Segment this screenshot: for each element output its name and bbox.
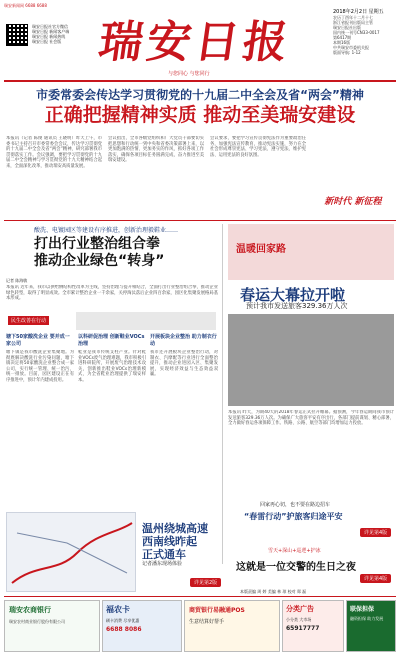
bottom-right-more[interactable]: 详见第4版	[360, 574, 391, 583]
left-sub-title-2: 以科研促治理 创新鞋业VOCs治理	[78, 334, 145, 347]
masthead-links	[32, 24, 82, 44]
ad-pos-sub: 生意结算好帮手	[189, 619, 225, 625]
left-sub-title-3: 开展板块企业整治 助力制衣行动	[150, 334, 217, 347]
ad-card-sub: 刷卡消费 尽享优惠	[106, 618, 140, 623]
issue-line: 浙江省报刊出版局主管	[333, 20, 373, 25]
bottom-right-kicker: 雪天+深山+巡逻+护冰	[268, 548, 321, 554]
right-story-subtitle: 预计我市发送旅客329.36万人次	[246, 302, 348, 310]
issue-line: 本期16版	[333, 40, 351, 45]
left-story-col-1: 塘下镇是我市酸洗企业集聚地。为彻底解决酸洗行业污染问题，塘下镇决定将50家酸洗企业整合成一家公司，实行统一管理、统一治污、统一排放。目前，园区建设正在有序推进中，预计年内建成投用。	[6, 350, 74, 383]
masthead-top-left	[4, 3, 64, 8]
ad-bank-sub: 瑞安农村商业银行股份有限公司	[9, 619, 65, 624]
right-story-more[interactable]: 详见第4版	[360, 528, 391, 537]
right-story-photo	[228, 314, 394, 406]
ad-guarantee[interactable]	[346, 600, 396, 652]
ad-bank[interactable]	[4, 600, 100, 652]
bottom-right-title: 这就是一位交警的生日之夜	[236, 562, 356, 573]
route-map-svg	[7, 513, 137, 593]
banner-text: 温暖回家路	[236, 244, 286, 255]
issue-line: 中共瑞安市委机关报	[333, 45, 369, 50]
headline-kicker: 市委常委会传达学习贯彻党的十九届二中全会及省“两会”精神	[36, 88, 364, 102]
masthead-date: 2018年2月2日 星期五	[333, 9, 384, 15]
left-story-title-2: 推动企业绿色“转身”	[34, 253, 165, 269]
masthead-slogan: 与您同心 与您同行	[168, 71, 210, 77]
masthead-index: 版面导航: 1-12	[333, 50, 361, 55]
headline-body-mid: 会议指出，全市各级党组织和广大党员干部要切实把思想和行动统一到中央和省委决策部署上来，以更加饱满的热情、更加务实的作风，抓好各项工作落实，确保各项目标任务圆满完成，奋力推进至美瑞安建设。	[108, 136, 204, 164]
headline-body-left: 本报讯（记者 陈俊 通讯员 王晓明）昨天上午，市委书记主持召开市委常委会会议，传达学习贯彻党的十九届二中全会及省“两会”精神，研究部署我市贯彻落实工作。会议强调，要把学习贯彻党的十九届二中全会精神与学习贯彻党的十九大精神结合起来，全面深化改革，推动瑞安高质量发展。	[6, 136, 102, 169]
right-story-banner	[228, 224, 394, 280]
masthead-link[interactable]: 瑞安日报 社会版	[32, 39, 62, 44]
right-story-body: 本报讯 昨天，为期40天的2018年春运正式拉开帷幕。据预测，今年春运期间我市预计发送旅客329.36万人次。为确保广大旅客平安有序出行，各部门提前谋划、精心部署，全力做好春运各项保障工作。铁路、公路、航空等部门均增加运力投放。	[228, 410, 394, 427]
ad-guarantee-title: 联保担保	[350, 606, 375, 613]
ad-card-phone: 6688 8086	[106, 626, 142, 633]
masthead-dateblock	[333, 10, 399, 55]
issue-line: 第6417期	[333, 35, 352, 40]
route-map	[6, 512, 136, 592]
page-contacts: 本版责编 周 婷 美编 林 琼 校对 郑 磊	[240, 589, 307, 594]
ad-classified-phone: 65917777	[286, 625, 320, 632]
section-divider	[4, 220, 396, 221]
column-divider	[222, 224, 223, 564]
left-story-kicker: 酸洗、电镀园区等建设有序推进，创新治理毅鞋业……	[34, 227, 179, 234]
left-story-col-2: 鞋业是我市传统支柱产业。针对鞋业VOCs废气治理难题，我市积极引进科研院所，开展废气治理技术攻关，创新推出鞋业VOCs治理新模式，为全省鞋业治理提供了瑞安样本。	[78, 350, 146, 383]
left-story-photo	[76, 312, 216, 330]
qr-code-icon	[6, 24, 28, 46]
map-story-byline: 记者潘东现场体验	[142, 561, 183, 567]
right-story-highlight: “春雷行动”护旅客归途平安	[244, 512, 343, 521]
ad-pos[interactable]	[184, 600, 280, 652]
ad-classified-title: 分类广告	[286, 605, 314, 613]
right-story-title: 春运大幕拉开啦	[240, 286, 346, 304]
masthead-link[interactable]: 瑞安日报社官方微信	[32, 24, 68, 29]
headline-seal	[318, 190, 388, 216]
left-story-title-1: 打出行业整治组合拳	[34, 236, 160, 252]
right-story-caption: 回家再心切，也不要在路边招车	[260, 502, 331, 508]
masthead-divider	[4, 80, 396, 82]
masthead-lunar: 农历丁酉年十二月十七	[333, 15, 373, 20]
ad-bank-title: 瑞安农商银行	[9, 606, 51, 614]
ad-card-title: 福农卡	[106, 605, 130, 614]
headline-main: 正确把握精神实质 推动至美瑞安建设	[44, 104, 356, 126]
left-story-intro: 本报讯 近年来，我市以供给侧结构性改革为主线，坚持治理与提升相结合，全面打出行业整治组合拳，推动企业绿色转型，取得了明显成效。全市累计整治企业一千余家，关停淘汰落后企业四百余家，园区化集聚发展格局基本形成。	[6, 285, 218, 302]
left-story-col-3: 我市还开展板块企业整治行动，对制衣、汽摩配等行业进行全面整治提升，推动企业进园入区、集聚发展，实现经济效益与生态效益双赢。	[150, 350, 218, 378]
newspaper-logo: 瑞安日报	[95, 17, 295, 68]
ad-guarantee-sub: 融资担保 助力发展	[350, 616, 384, 621]
masthead-link[interactable]: 瑞安日报 新闻热线	[32, 34, 66, 39]
masthead-link[interactable]: 瑞安日报 新闻客户端	[32, 29, 70, 34]
ad-classified-sub: 小分类 大市场	[286, 617, 312, 622]
masthead-hotline: 瑞安新闻网 6688 6688	[4, 3, 47, 8]
map-story-title-3: 正式通车	[142, 548, 186, 561]
ad-pos-title: 商贸银行易融通POS	[189, 607, 245, 614]
headline-body-right: 会议要求，要把学习宣传贯彻宪法作为重要政治任务，加强宪法宣传教育，推动宪法实施，努力在全社会形成尊崇宪法、学习宪法、遵守宪法、维护宪法、运用宪法的良好氛围。	[210, 136, 306, 158]
issue-line: 国内统一刊号CN33-0017	[333, 30, 380, 35]
left-story-byline: 记者 陈海敏	[6, 278, 28, 283]
left-sub-title-1: 塘下50家酸洗企业 要并成一家公司	[6, 334, 70, 347]
ad-card[interactable]	[102, 600, 182, 652]
ad-divider	[4, 596, 396, 597]
map-story-more[interactable]: 详见第2版	[190, 578, 221, 587]
issue-line: 瑞安日报社出版	[333, 25, 361, 30]
left-story-tag: 民生改善在行动	[8, 316, 49, 325]
map-story-title-1: 温州绕城高速	[142, 522, 208, 535]
map-story-title-2: 西南线昨起	[142, 535, 197, 548]
ad-classified[interactable]	[282, 600, 344, 652]
seal-text: 新时代 新征程	[324, 197, 382, 207]
